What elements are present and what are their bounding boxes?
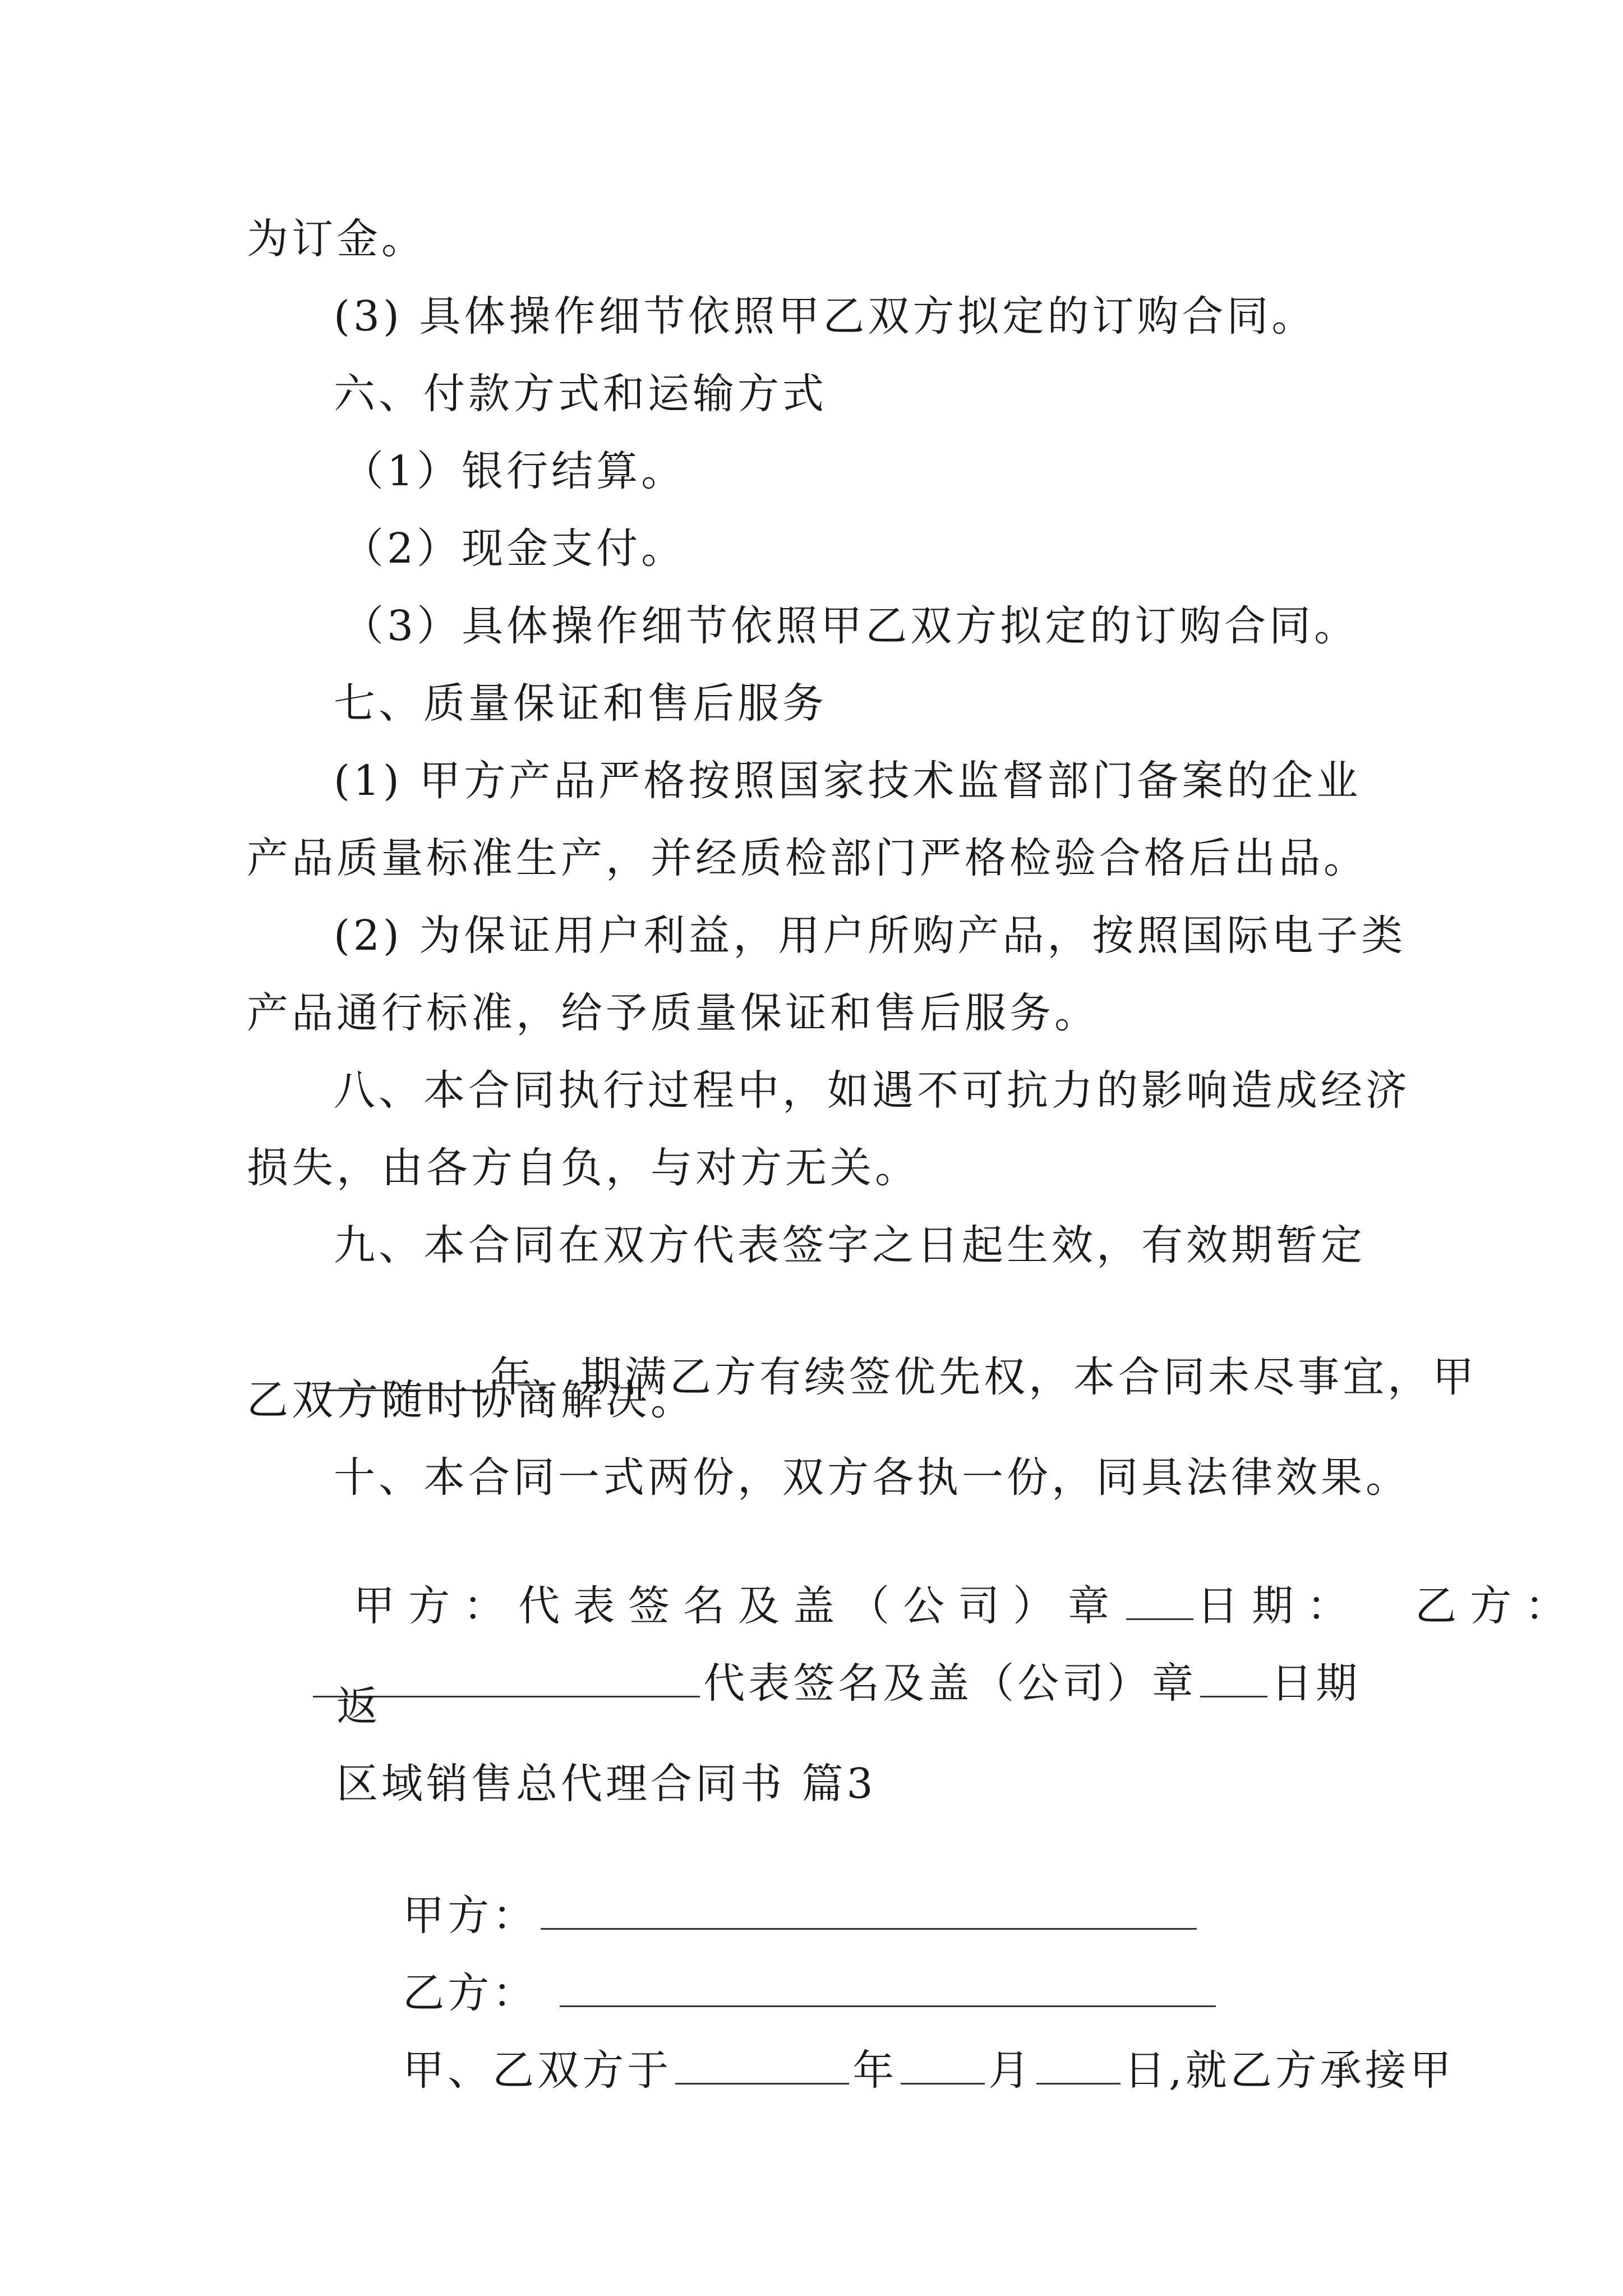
text-line: (2) 为保证用户利益，用户所购产品，按照国际电子类 [334,912,1407,960]
text-span: 代表签名及盖（公司）章 [703,1659,1197,1708]
list-item: （3）具体操作细节依照甲乙双方拟定的订购合同。 [342,602,1359,650]
text-span: 乙方： [403,1968,538,2017]
blank-line [1036,2041,1121,2085]
list-item: （2）现金支付。 [342,524,686,573]
text-span: 月 [988,2046,1034,2095]
blank-line [901,2041,985,2085]
blank-line [675,2041,849,2085]
section-title: 区域销售总代理合同书 篇3 [336,1760,877,1808]
text-line: 八、本合同执行过程中，如遇不可抗力的影响造成经济 [334,1066,1410,1115]
text-line: 返 [336,1682,381,1731]
section-heading: 六、付款方式和运输方式 [334,370,827,418]
text-line: (3) 具体操作细节依照甲乙双方拟定的订购合同。 [334,292,1317,341]
text-span: 日,就乙方承接甲 [1124,2046,1455,2095]
text-line: (1) 甲方产品严格按照国家技术监督部门备案的企业 [334,757,1362,805]
signature-line-b [247,1604,1361,1758]
text-span: 年 [852,2046,898,2095]
text-span: 日期： 乙方： [1197,1581,1580,1630]
text-line: 产品质量标准生产，并经质检部门严格检验合格后出品。 [247,834,1368,882]
text-span: 甲方：代表签名及盖（公司）章 [353,1581,1123,1630]
text-line: 九、本合同在双方代表签字之日起生效，有效期暂定 [334,1221,1366,1269]
text-span: 甲方： [403,1891,538,1940]
blank-line [1200,1654,1267,1697]
text-span: 年，期满乙方有续签优先权，本合同未尽事宜，甲 [490,1352,1478,1401]
text-line: 损失，由各方自负，与对方无关。 [247,1144,920,1192]
text-line: 十、本合同一式两份，双方各执一份，同具法律效果。 [334,1453,1410,1502]
text-line: 乙双方随时协商解决。 [247,1376,695,1424]
text-line: 为订金。 [247,215,426,263]
text-span: 甲、乙双方于 [403,2046,672,2095]
text-line [336,1991,1455,2145]
text-line: 产品通行标准，给予质量保证和售后服务。 [247,989,1099,1037]
list-item: （1）银行结算。 [342,447,686,495]
section-heading: 七、质量保证和售后服务 [334,679,827,728]
text-span: 日期 [1271,1659,1361,1708]
